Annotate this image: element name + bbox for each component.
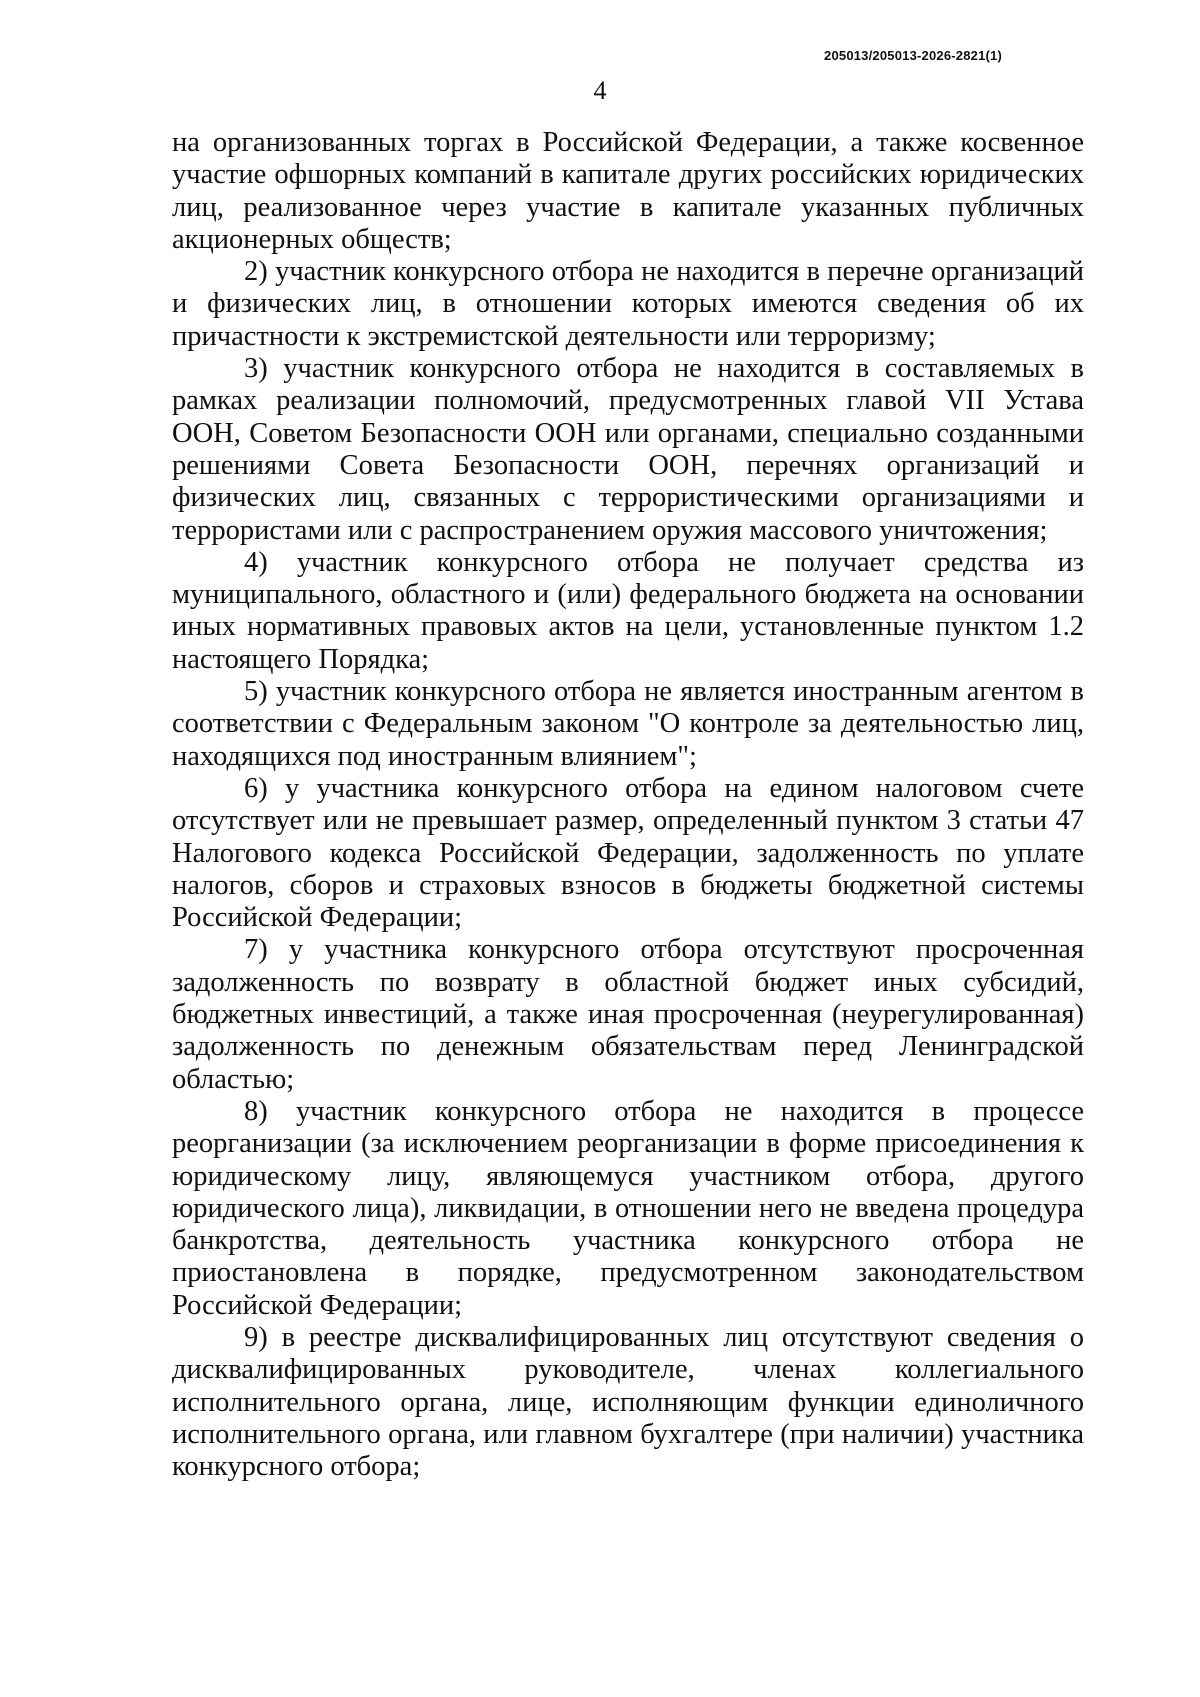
list-item-7: 7) у участника конкурсного отбора отсутствуют просроченная задолженность по возврату в областной бюджет иных субсидий, бюджетных инвестиций, а также иная просроченная (неурегулированная) задолженность по денежным обязательствам перед Ленинградской областью; [172, 934, 1084, 1095]
document-body [172, 127, 1084, 1483]
list-item-8: 8) участник конкурсного отбора не находится в процессе реорганизации (за исключением реорганизации в форме присоединения к юридическому лицу, являющемуся участником отбора, другого юридического лица), ликвидации, в отношении него не введена процедура банкротства, деятельность участника конкурсного отбора не приостановлена в порядке, предусмотренном законодательством Российской Федерации; [172, 1095, 1084, 1321]
page-number: 4 [593, 76, 607, 105]
document-id: 205013/205013-2026-2821(1) [824, 48, 1002, 63]
paragraph-continuation: на организованных торгах в Российской Федерации, а также косвенное участие офшорных компаний в капитале других российских юридических лиц, реализованное через участие в капитале указанных публичных акционерных обществ; [172, 127, 1084, 255]
list-item-9: 9) в реестре дисквалифицированных лиц отсутствуют сведения о дисквалифицированных руководителе, членах коллегиального исполнительного органа, лице, исполняющим функции единоличного исполнительного органа, или главном бухгалтере (при наличии) участника конкурсного отбора; [172, 1321, 1084, 1483]
list-item-4: 4) участник конкурсного отбора не получает средства из муниципального, областного и (или) федерального бюджета на основании иных нормативных правовых актов на цели, установленные пунктом 1.2 настоящего Порядка; [172, 546, 1084, 675]
list-item-5: 5) участник конкурсного отбора не является иностранным агентом в соответствии с Федеральным законом "О контроле за деятельностью лиц, находящихся под иностранным влиянием"; [172, 676, 1084, 772]
list-item-2: 2) участник конкурсного отбора не находится в перечне организаций и физических лиц, в отношении которых имеются сведения об их причастности к экстремистской деятельности или терроризму; [172, 256, 1084, 352]
list-item-3: 3) участник конкурсного отбора не находится в составляемых в рамках реализации полномочий, предусмотренных главой VII Устава ООН, Советом Безопасности ООН или органами, специально созданными решениями Совета Безопасности ООН, перечнях организаций и физических лиц, связанных с террористическими организациями и террористами или с распространением оружия массового уничтожения; [172, 353, 1084, 546]
list-item-6: 6) у участника конкурсного отбора на едином налоговом счете отсутствует или не превышает размер, определенный пунктом 3 статьи 47 Налогового кодекса Российской Федерации, задолженность по уплате налогов, сборов и страховых взносов в бюджеты бюджетной системы Российской Федерации; [172, 772, 1084, 934]
